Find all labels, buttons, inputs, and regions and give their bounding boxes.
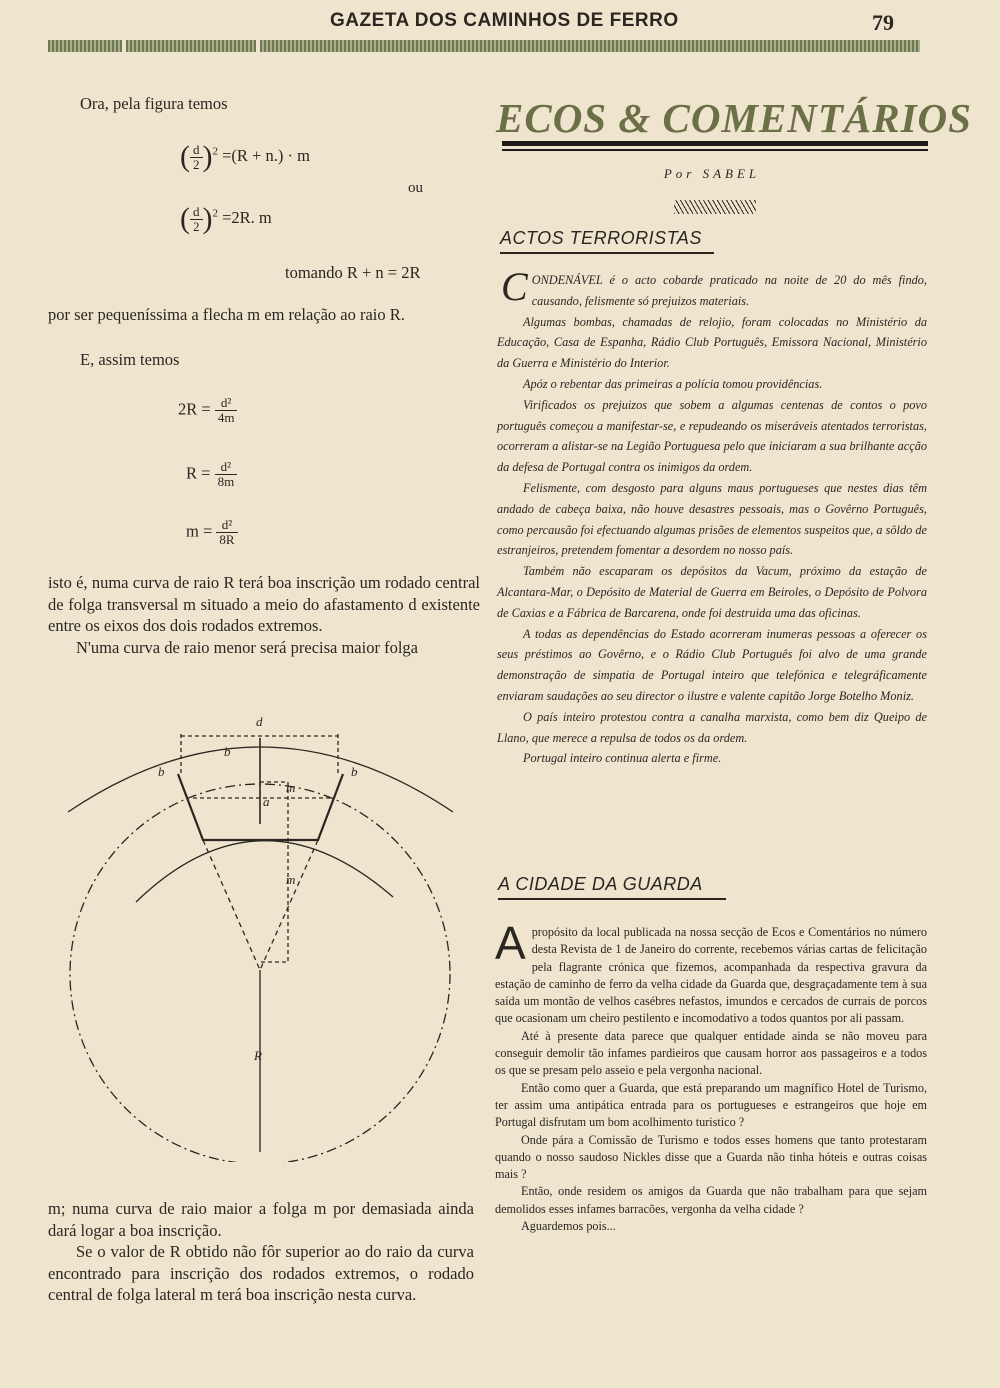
article-terrorist-acts (497, 264, 927, 769)
paragraph: Então, onde residem os amigos da Guarda que não trabalham para que sejam demolidos esses infames barracões, vergonha da velha cidade ? (495, 1184, 927, 1216)
paragraph: Apropósito da local publicada na nossa secção de Ecos e Comentários no número desta Revista de 1 de Janeiro do corrente, recebemos várias cartas de felicitação pela flagrante crónica que fizemos, acompanhada da respectiva gravura da estação de caminho de ferro da velha cidade da Guarda que, desgraçadamente tem à sua saída um montão de velhos casébres nefastos, imundos e cercados de currais de porcos que ocasionam um cheiro pestilento e incomodativo a todos quantos por ali passam. (495, 917, 927, 1026)
title-rule (502, 141, 928, 146)
label-R: R (254, 1048, 262, 1063)
inner-arc (136, 841, 393, 902)
taking-text: tomando R + n = 2R (285, 263, 421, 282)
paren-open: ( (180, 202, 190, 235)
paragraph: Até à presente data parece que qualquer entidade ainda se não moveu para conseguir demolir tão infames pardieiros que causam horror aos passageiros e a todos os que se presam pelo asseio e pela vergonha nacional. (495, 1028, 927, 1078)
drop-cap: A (495, 917, 526, 969)
fraction-d-over-2: $\frac{d}{2}$ (190, 143, 203, 172)
paren-open: ( (180, 140, 190, 173)
equation-4: R = $\frac{\text{d²}}{8m}$ (186, 460, 237, 489)
equation-1 (180, 140, 310, 174)
paren-close: ) (202, 140, 213, 173)
paragraph: Virificados os prejuizos que sobem a algumas centenas de contos o povo português começou a manifestar-se, e repudeando os miseráveis atentados terroristas, ocorreram a alistar-se na Legião Portuguesa pelo que iniciaram a sua brilhante acção da defesa de Portugal contra os inimigos da ordem. (497, 397, 927, 475)
thus-text: E, assim temos (80, 350, 180, 369)
paragraph: Se o valor de R obtido não fôr superior ao do raio da curva encontrado para inscrição dos rodados extremos, o rodado central de folga lateral m terá boa inscrição nesta curva. (48, 1242, 474, 1304)
radius-lines (203, 840, 318, 970)
equation-2-rhs: =2R. m (222, 207, 272, 227)
paren-close: ) (202, 202, 213, 235)
byline: Por SABEL (663, 166, 761, 181)
fraction-d-over-2: $\frac{d}{2}$ (190, 205, 203, 234)
header-rule-segment (126, 40, 256, 52)
paragraph: CONDENÁVEL é o acto cobarde praticado na noite de 20 do mês findo, causando, felismente só prejuizos materiais. (501, 264, 927, 309)
header-rule-segment (260, 40, 920, 52)
paragraph: Apóz o rebentar das primeiras a polícia tomou providências. (523, 376, 823, 391)
heading-terrorist-acts: ACTOS TERRORISTAS (500, 228, 702, 249)
heading-underline (500, 252, 714, 254)
paragraph: Felismente, com desgosto para alguns maus portugueses que nestes dias têm andado de cabeça baixa, não houve desastres pessoais, mas o Govêrno Português, como percausão foi efectuando algumas prisões de elementos suspeitos que, a sôldo de estranjeiros, pretendem fomentar a desordem no nosso país. (497, 480, 927, 558)
paragraph: Onde pára a Comissão de Turismo e todos esses homens que tanto protestaram quando o nosso saudoso Nickles disse que a Guarda não tinha hóteis e outras coisas mais ? (495, 1132, 927, 1182)
label-b-left: b (158, 764, 165, 779)
heading-underline (498, 898, 726, 900)
equation-1-rhs: =(R + n.) · m (222, 145, 310, 165)
article-guarda-city (495, 917, 927, 1235)
fraction: $\frac{\text{d²}}{8R}$ (216, 518, 237, 547)
paragraph: Algumas bombas, chamadas de relojio, foram colocadas no Ministério da Educação, Casa de Espanha, Rádio Club Português, Emissora Nacional, Ministério da Guerra e Ministério do Interior. (497, 314, 927, 371)
paragraph: O país inteiro protestou contra a canalha marxista, como bem diz Queipo de Llano, que merece a repulsa de todos os da ordem. (497, 709, 927, 745)
left-bottom-paragraphs (48, 1198, 474, 1306)
heading-guarda-city: A CIDADE DA GUARDA (498, 874, 703, 895)
because-text: por ser pequeníssima a flecha m em relação ao raio R. (48, 305, 405, 324)
equation-2 (180, 202, 272, 236)
paragraph: A todas as dependências do Estado acorreram inumeras pessoas a oferecer os seus préstimos ao Govêrno, e o Rádio Club Português foi alvo de uma grande demonstração de simpatia de Portugal inteiro que telefónica e telegráficamente enviaram saudações ao seu director o ilustre e valente capitão Jorge Botelho Moniz. (497, 626, 927, 703)
curve-diagram (48, 712, 478, 1162)
or-text: ou (408, 180, 423, 196)
header-rule (48, 40, 920, 52)
label-m-side: m (286, 872, 296, 887)
label-b-right: b (351, 764, 358, 779)
paragraph: Também não escaparam os depósitos da Vacum, próximo da estação de Alcantara-Mar, o Depósito de Material de Guerra em Beiroles, o Depósito de Polvora de Caxias e a Fábrica de Barcarena, onde foi destruida uma das oficinas. (497, 564, 927, 620)
paragraph: N'uma curva de raio menor será precisa maior folga (76, 637, 418, 657)
ornament (674, 200, 756, 214)
fraction: $\frac{\text{d²}}{8m}$ (215, 460, 238, 489)
equation-3: 2R = $\frac{\text{d²}}{4m}$ (178, 396, 237, 425)
intro-text: Ora, pela figura temos (80, 94, 228, 113)
masthead-title: GAZETA DOS CAMINHOS DE FERRO (330, 10, 679, 31)
fraction: $\frac{\text{d²}}{4m}$ (215, 396, 238, 425)
paragraph: Portugal inteiro continua alerta e firme. (523, 751, 722, 766)
drop-cap: C (501, 264, 528, 309)
header-rule-segment (48, 40, 122, 52)
label-d: d (256, 714, 263, 729)
paragraph: m; numa curva de raio maior a folga m por demasiada ainda dará logar a boa inscrição. (48, 1199, 474, 1240)
page-number: 79 (872, 10, 894, 35)
label-a: a (263, 794, 270, 809)
title-rule (502, 149, 928, 151)
section-title: ECOS & COMENTÁRIOS (496, 95, 972, 141)
equation-5: m = $\frac{\text{d²}}{8R}$ (186, 518, 238, 547)
paragraph: Então como quer a Guarda, que está preparando um magnífico Hotel de Turismo, ter assim uma antipática entrada para os portugueses e estrangeiros que hoje em Portugal disfrutam um bom acolhimento turistico ? (495, 1080, 927, 1130)
label-b-center: b (224, 744, 231, 759)
label-m-top: m (286, 780, 296, 795)
offset-line (260, 782, 288, 962)
left-paragraphs (48, 572, 480, 658)
paragraph: isto é, numa curva de raio R terá boa inscrição um rodado central de folga transversal m situado a meio do afastamento d existente entre os eixos dos dois rodados extremos. (48, 573, 480, 635)
exponent: 2 (212, 207, 218, 220)
paragraph: Aguardemos pois... (521, 1219, 616, 1234)
exponent: 2 (212, 145, 218, 158)
